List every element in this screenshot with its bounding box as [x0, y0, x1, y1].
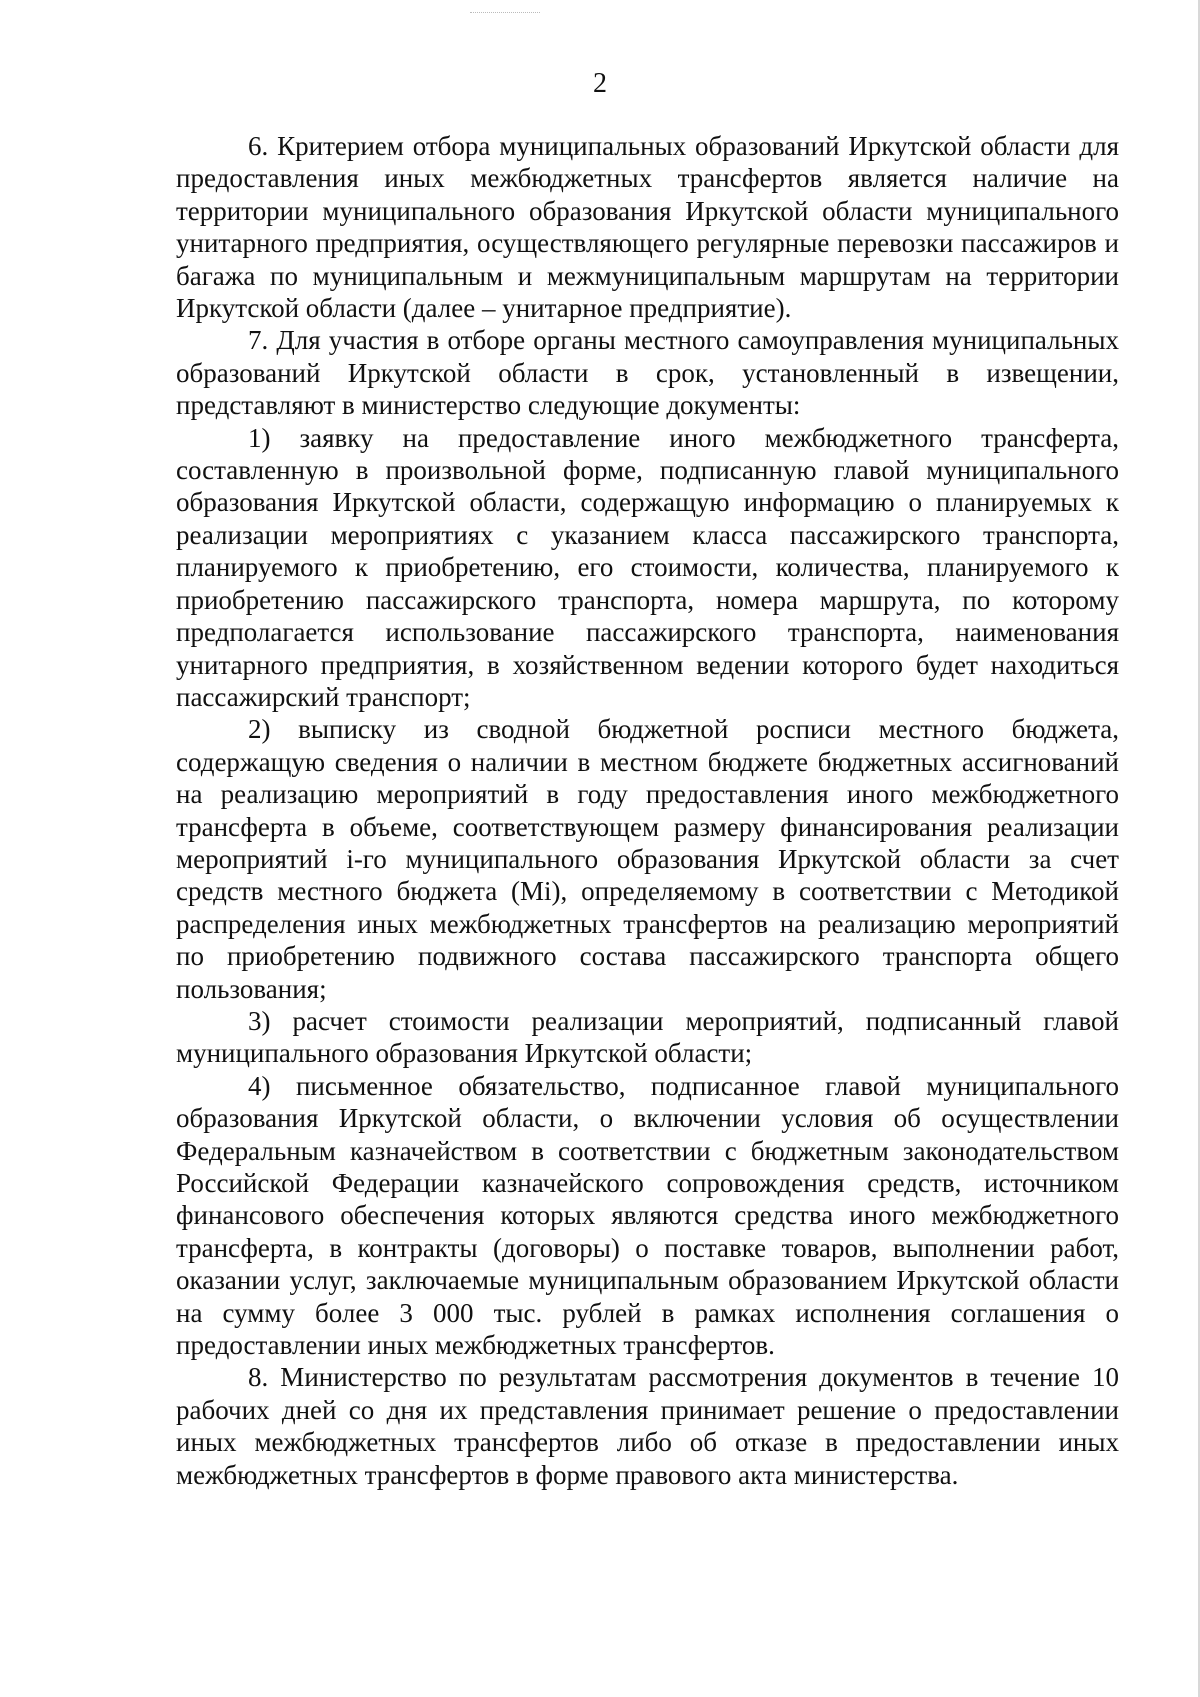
paragraph-6-selection-criterion: 6. Критерием отбора муниципальных образований Иркутской области для предоставления иных межбюджетных трансфертов является наличие на территории муниципального образования Иркутской области муниципального унитарного предприятия, осуществляющего регулярные перевозки пассажиров и багажа по муниципальным и межмуниципальным маршрутам на территории Иркутской области (далее – унитарное предприятие). — [176, 131, 1119, 324]
list-item-1-application: 1) заявку на предоставление иного межбюджетного трансферта, составленную в произвольной форме, подписанную главой муниципального образования Иркутской области, содержащую информацию о планируемых к реализации мероприятиях с указанием класса пассажирского транспорта, планируемого к приобретению, его стоимости, количества, планируемого к приобретению пассажирского транспорта, номера маршрута, по которому предполагается использование пассажирского транспорта, наименования унитарного предприятия, в хозяйственном ведении которого будет находиться пассажирский транспорт; — [176, 422, 1119, 712]
paragraph-7-participation: 7. Для участия в отборе органы местного самоуправления муниципальных образований Иркутской области в срок, установленный в извещении, представляют в министерство следующие документы: — [176, 325, 1119, 421]
list-item-2-budget-extract: 2) выписку из сводной бюджетной росписи местного бюджета, содержащую сведения о наличии в местном бюджете бюджетных ассигнований на реализацию мероприятий в году предоставления иного межбюджетного трансферта в объеме, соответствующем размеру финансирования реализации мероприятий i-го муниципального образования Иркутской области за счет средств местного бюджета (Mi), определяемому в соответствии с Методикой распределения иных межбюджетных трансфертов на реализацию мероприятий по приобретению подвижного состава пассажирского транспорта общего пользования; — [176, 714, 1119, 1004]
list-item-3-cost-calculation: 3) расчет стоимости реализации мероприятий, подписанный главой муниципального образования Иркутской области; — [176, 1005, 1119, 1069]
document-body — [176, 130, 1119, 1491]
paragraph-8-ministry-decision: 8. Министерство по результатам рассмотрения документов в течение 10 рабочих дней со дня их представления принимает решение о предоставлении иных межбюджетных трансфертов либо об отказе в предоставлении иных межбюджетных трансфертов в форме правового акта министерства. — [176, 1362, 1119, 1490]
list-item-4-written-obligation: 4) письменное обязательство, подписанное главой муниципального образования Иркутской области, о включении условия об осуществлении Федеральным казначейством в соответствии с бюджетным законодательством Российской Федерации казначейского сопровождения средств, источником финансового обеспечения которых являются средства иного межбюджетного трансферта, в контракты (договоры) о поставке товаров, выполнении работ, оказании услуг, заключаемые муниципальным образованием Иркутской области на сумму более 3 000 тыс. рублей в рамках исполнения соглашения о предоставлении иных межбюджетных трансфертов. — [176, 1070, 1119, 1361]
scan-artifact — [470, 12, 540, 17]
page-number: 2 — [593, 68, 607, 99]
